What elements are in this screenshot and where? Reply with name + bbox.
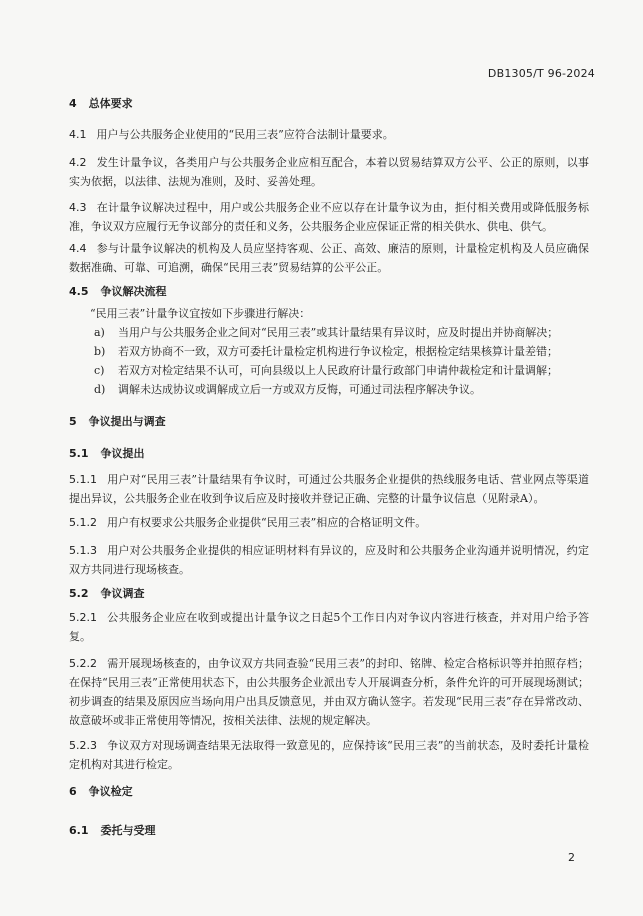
clause-5-2-2: 5.2.2 需开展现场核查的，由争议双方共同查验“民用三表”的封印、铭牌、检定合格标识等并拍照存档；在保持“民用三表”正常使用状态下，由公共服务企业派出专人开展调查分析，条件允许的可开展现场测试；初步调查的结果及原因应当场向用户出具反馈意见，并由双方确认签字。若发现“民用三表”存在异常改动、故意破坏或非正常使用等情况，按相关法律、法规的规定解决。 [69, 657, 589, 727]
clause-5-2-1: 5.2.1 公共服务企业应在收到或提出计量争议之日起5个工作日内对争议内容进行核查，并对用户给予答复。 [69, 611, 589, 643]
list-item-a: a) 当用户与公共服务企业之间对“民用三表”或其计量结果有异议时，应及时提出并协商解决； [94, 326, 559, 339]
clause-5-2-3: 5.2.3 争议双方对现场调查结果无法取得一致意见的，应保持该“民用三表”的当前状态，及时委托计量检定机构对其进行检定。 [69, 739, 589, 771]
page-number: 2 [568, 851, 575, 864]
section-6-heading: 6 争议检定 [69, 785, 133, 798]
clause-4-3: 4.3 在计量争议解决过程中，用户或公共服务企业不应以存在计量争议为由，拒付相关费用或降低服务标准，争议双方应履行无争议部分的责任和义务，公共服务企业应保证正常的相关供水、供电、供气。 [69, 201, 589, 233]
clause-5-1-2: 5.1.2 用户有权要求公共服务企业提供“民用三表”相应的合格证明文件。 [69, 516, 427, 529]
document-code: DB1305/T 96-2024 [487, 67, 595, 80]
section-4-heading: 4 总体要求 [69, 97, 133, 110]
clause-4-4: 4.4 参与计量争议解决的机构及人员应坚持客观、公正、高效、廉洁的原则，计量检定机构及人员应确保数据准确、可靠、可追溯，确保“民用三表”贸易结算的公平公正。 [69, 242, 589, 274]
clause-4-2: 4.2 发生计量争议，各类用户与公共服务企业应相互配合，本着以贸易结算双方公平、公正的原则，以事实为依据，以法律、法规为准则，及时、妥善处理。 [69, 156, 589, 188]
list-item-c: c) 若双方对检定结果不认可，可向县级以上人民政府计量行政部门申请仲裁检定和计量调解； [94, 364, 558, 377]
clause-4-1: 4.1 用户与公共服务企业使用的“民用三表”应符合法制计量要求。 [69, 128, 394, 141]
clause-5-1-3: 5.1.3 用户对公共服务企业提供的相应证明材料有异议的，应及时和公共服务企业沟通并说明情况，约定双方共同进行现场核查。 [69, 544, 589, 576]
list-item-b: b) 若双方协商不一致，双方可委托计量检定机构进行争议检定，根据检定结果核算计量差错； [94, 345, 558, 358]
section-5-2-heading: 5.2 争议调查 [69, 587, 145, 600]
section-6-1-heading: 6.1 委托与受理 [69, 824, 156, 837]
section-4-5-heading: 4.5 争议解决流程 [69, 285, 167, 298]
section-4-5-intro: “民用三表”计量争议宜按如下步骤进行解决： [90, 307, 311, 320]
clause-5-1-1: 5.1.1 用户对“民用三表”计量结果有争议时，可通过公共服务企业提供的热线服务电话、营业网点等渠道提出异议，公共服务企业在收到争议后应及时接收并登记正确、完整的计量争议信息（见附录A）。 [69, 473, 589, 505]
section-5-heading: 5 争议提出与调查 [69, 415, 166, 428]
section-5-1-heading: 5.1 争议提出 [69, 447, 145, 460]
list-item-d: d) 调解未达成协议或调解成立后一方或双方反悔，可通过司法程序解决争议。 [94, 383, 481, 396]
